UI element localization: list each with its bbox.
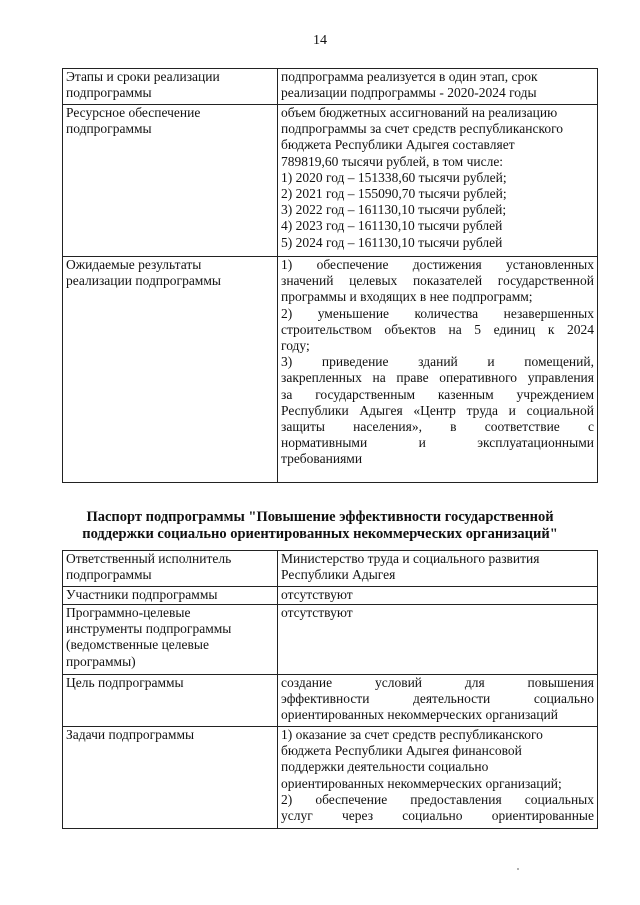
row-value-line: объем бюджетных ассигнований на реализацию [281, 105, 558, 120]
row-value-line: значений целевых показателей государственной [281, 273, 594, 289]
subprogram-passport-table-continued [62, 68, 598, 483]
row-value-line: защиты населения», в соответствие с [281, 419, 594, 435]
row-value-cell [278, 551, 598, 587]
row-value-line: 2) уменьшение количества незавершенных [281, 305, 594, 321]
row-value-line: 3) приведение зданий и помещений, [281, 354, 594, 370]
table-row [63, 727, 598, 829]
row-value-line: создание условий для повышения [281, 675, 594, 690]
table-row [63, 105, 598, 257]
section-heading [30, 509, 610, 543]
row-value-line: требованиями [281, 451, 363, 467]
row-value-line: 3) 2022 год – 161130,10 тысячи рублей; [281, 202, 507, 218]
row-value-cell [278, 105, 598, 257]
row-value-line: подпрограмма реализуется в один этап, срок [281, 69, 538, 84]
row-label-cell [63, 551, 278, 587]
row-value-line: отсутствуют [281, 587, 353, 602]
row-value-line: 1) обеспечение достижения установленных [281, 257, 594, 272]
row-value-line: программы и входящих в нее подпрограмм; [281, 289, 533, 305]
row-value-line: нормативными и эксплуатационными [281, 435, 594, 451]
row-label-line: Цель подпрограммы [66, 675, 184, 690]
row-label-line: Программно-целевые [66, 605, 191, 620]
row-value-line: Республики Адыгея [281, 567, 396, 583]
row-value-line: 1) 2020 год – 151338,60 тысячи рублей; [281, 169, 507, 185]
row-value-cell [278, 69, 598, 105]
row-label-line: Ответственный исполнитель [66, 551, 232, 566]
row-label-line: Ресурсное обеспечение [66, 105, 201, 120]
row-value-line: Министерство труда и социального развития [281, 551, 540, 566]
row-value-cell [278, 727, 598, 829]
scan-speck [517, 868, 519, 870]
row-value-line: услуг через социально ориентированные [281, 808, 594, 824]
row-label-cell [63, 605, 278, 675]
row-label-line: инструменты подпрограммы [66, 621, 232, 637]
heading-line: Паспорт подпрограммы "Повышение эффективности государственной [86, 509, 554, 525]
row-value-cell [278, 257, 598, 483]
row-value-line: строительством объектов на 5 единиц к 2024 [281, 321, 594, 337]
row-value-line: 789819,60 тысячи рублей, в том числе: [281, 153, 504, 169]
row-value-line: подпрограммы за счет средств республиканского [281, 121, 564, 137]
row-value-line: году; [281, 338, 310, 354]
row-value-line: поддержки деятельности социально [281, 759, 489, 775]
row-label-cell [63, 587, 278, 605]
row-value-line: 4) 2023 год – 161130,10 тысячи рублей [281, 218, 503, 234]
row-value-line: 5) 2024 год – 161130,10 тысячи рублей [281, 234, 503, 250]
row-label-line: Задачи подпрограммы [66, 727, 195, 742]
row-label-cell [63, 257, 278, 483]
row-value-line: закрепленных на праве оперативного управления [281, 370, 594, 386]
row-value-line: за государственным казенным учреждением [281, 386, 594, 402]
row-label-cell [63, 69, 278, 105]
heading-line: поддержки социально ориентированных некоммерческих организаций" [82, 526, 558, 542]
row-value-cell [278, 675, 598, 727]
row-value-line: ориентированных некоммерческих организаций [281, 707, 558, 723]
table-row [63, 69, 598, 105]
row-label-line: Ожидаемые результаты [66, 257, 202, 272]
nko-support-passport-table [62, 550, 598, 829]
row-value-line: отсутствуют [281, 605, 353, 620]
row-value-line: 2) обеспечение предоставления социальных [281, 791, 594, 807]
row-label-line: Этапы и сроки реализации [66, 69, 220, 84]
page-number: 14 [313, 33, 327, 48]
table-row [63, 551, 598, 587]
row-label-line: подпрограммы [66, 85, 152, 101]
row-value-line: бюджета Республики Адыгея финансовой [281, 743, 522, 759]
table-row [63, 605, 598, 675]
table-row [63, 257, 598, 483]
row-label-line: Участники подпрограммы [66, 587, 218, 602]
row-label-line: (ведомственные целевые [66, 637, 209, 653]
table-row [63, 675, 598, 727]
row-value-line: Республики Адыгея «Центр труда и социальной [281, 402, 594, 418]
row-label-cell [63, 105, 278, 257]
row-value-line: ориентированных некоммерческих организаций; [281, 775, 562, 791]
table-row [63, 587, 598, 605]
row-label-line: реализации подпрограммы [66, 273, 221, 289]
row-value-line: эффективности деятельности социально [281, 691, 594, 707]
row-label-line: программы) [66, 653, 136, 669]
row-label-cell [63, 675, 278, 727]
row-label-line: подпрограммы [66, 567, 152, 583]
row-value-line: реализации подпрограммы - 2020-2024 годы [281, 85, 537, 101]
row-label-cell [63, 727, 278, 829]
row-label-line: подпрограммы [66, 121, 152, 137]
row-value-line: бюджета Республики Адыгея составляет [281, 137, 515, 153]
row-value-cell [278, 605, 598, 675]
row-value-line: 1) оказание за счет средств республиканского [281, 727, 543, 742]
row-value-line: 2) 2021 год – 155090,70 тысячи рублей; [281, 186, 507, 202]
row-value-cell [278, 587, 598, 605]
